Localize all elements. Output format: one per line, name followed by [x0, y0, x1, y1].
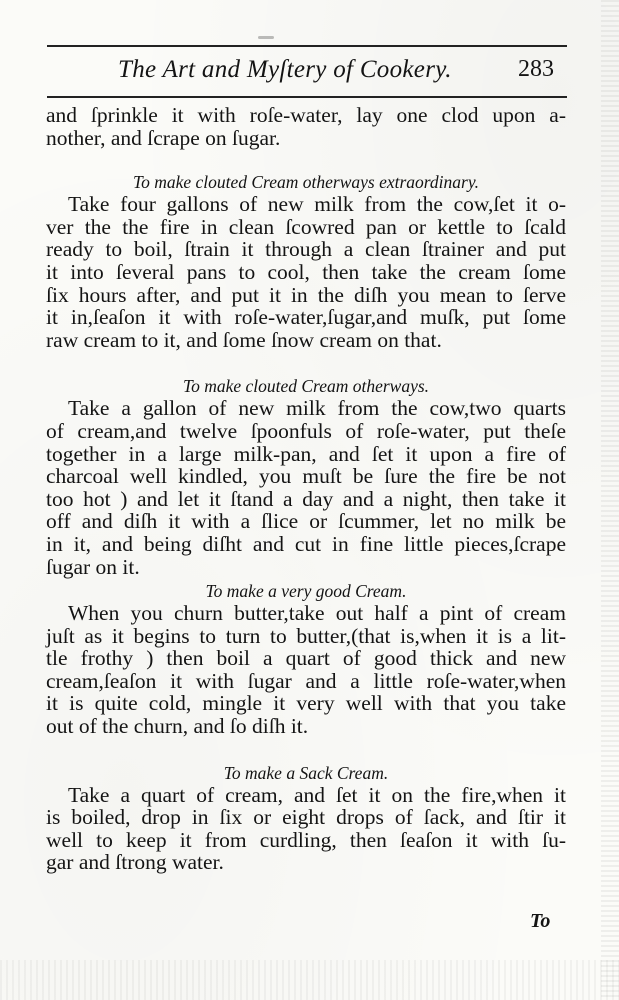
text-line: ver the the fire in clean ſcowred pan or kettle to ſcald: [46, 214, 566, 239]
recipe-clouted-cream-extraordinary: [46, 171, 566, 351]
text-line: of cream,and twelve ſpoonfuls of roſe-water, put theſe: [46, 418, 566, 443]
text-line: ſugar on it.: [46, 554, 140, 579]
recipe-heading: To make a Sack Cream.: [223, 762, 389, 783]
running-header-title: The Art and Myſtery of Cookery.: [118, 56, 452, 83]
text-line: and ſprinkle it with roſe-water, lay one clod upon a-: [46, 103, 566, 127]
text-line: it in,ſeaſon it with roſe-water,ſugar,and muſk, put ſome: [46, 305, 566, 330]
page-edge-bottom: [0, 960, 619, 1000]
recipe-heading: To make a very good Cream.: [205, 581, 407, 602]
text-line: Take four gallons of new milk from the cow,ſet it o-: [68, 192, 566, 217]
text-line: cream,ſeaſon it with ſugar and a little roſe-water,when: [46, 668, 566, 693]
text-line: together in a large milk-pan, and ſet it upon a fire of: [46, 441, 566, 466]
recipe-clouted-cream-otherways: [46, 375, 566, 578]
text-line: it is quite cold, mingle it very well with that you take: [46, 691, 566, 716]
text-line: Take a gallon of new milk from the cow,two quarts: [68, 396, 566, 421]
text-line: is boiled, drop in ſix or eight drops of ſack, and ſtir it: [46, 805, 566, 830]
page-number: 283: [518, 56, 554, 82]
text-line: well to keep it from curdling, then ſeaſon it with ſu-: [46, 827, 566, 852]
text-line: juſt as it begins to turn to butter,(that is,when it is a lit-: [46, 623, 566, 648]
text-line: Take a quart of cream, and ſet it on the fire,when it: [68, 782, 566, 807]
header-rule-bottom: [47, 96, 567, 98]
text-line: out of the churn, and ſo diſh it.: [46, 714, 309, 739]
text-line: in it, and being diſht and cut in fine little pieces,ſcrape: [46, 531, 566, 556]
text-line: off and diſh it with a ſlice or ſcummer, let no milk be: [46, 509, 566, 534]
text-line: too hot ) and let it ſtand a day and a night, then take it: [46, 486, 566, 511]
text-line: charcoal well kindled, you muſt be ſure the fire be not: [46, 464, 566, 489]
text-line: nother, and ſcrape on ſugar.: [46, 125, 281, 150]
text-line: raw cream to it, and ſome ſnow cream on that.: [46, 327, 442, 352]
page-text: [46, 104, 566, 874]
catchword: To: [530, 910, 551, 932]
text-line: tle frothy ) then boil a quart of good thick and new: [46, 646, 566, 671]
recipe-heading: To make clouted Cream otherways extraordinary.: [132, 172, 480, 193]
page-edge-right: [601, 0, 619, 1000]
lead-in-paragraph: [46, 104, 566, 149]
ink-smudge: [258, 36, 274, 39]
recipe-heading: To make clouted Cream otherways.: [182, 376, 430, 397]
recipe-very-good-cream: [46, 580, 566, 738]
text-line: ſix hours after, and put it in the diſh you mean to ſerve: [46, 282, 566, 307]
text-line: When you churn butter,take out half a pint of cream: [68, 601, 566, 626]
text-line: ready to boil, ſtrain it through a clean ſtrainer and put: [46, 237, 566, 262]
recipe-sack-cream: [46, 762, 566, 874]
text-line: gar and ſtrong water.: [46, 850, 224, 875]
text-line: it into ſeveral pans to cool, then take the cream ſome: [46, 259, 566, 284]
header-rule-top: [47, 45, 567, 47]
